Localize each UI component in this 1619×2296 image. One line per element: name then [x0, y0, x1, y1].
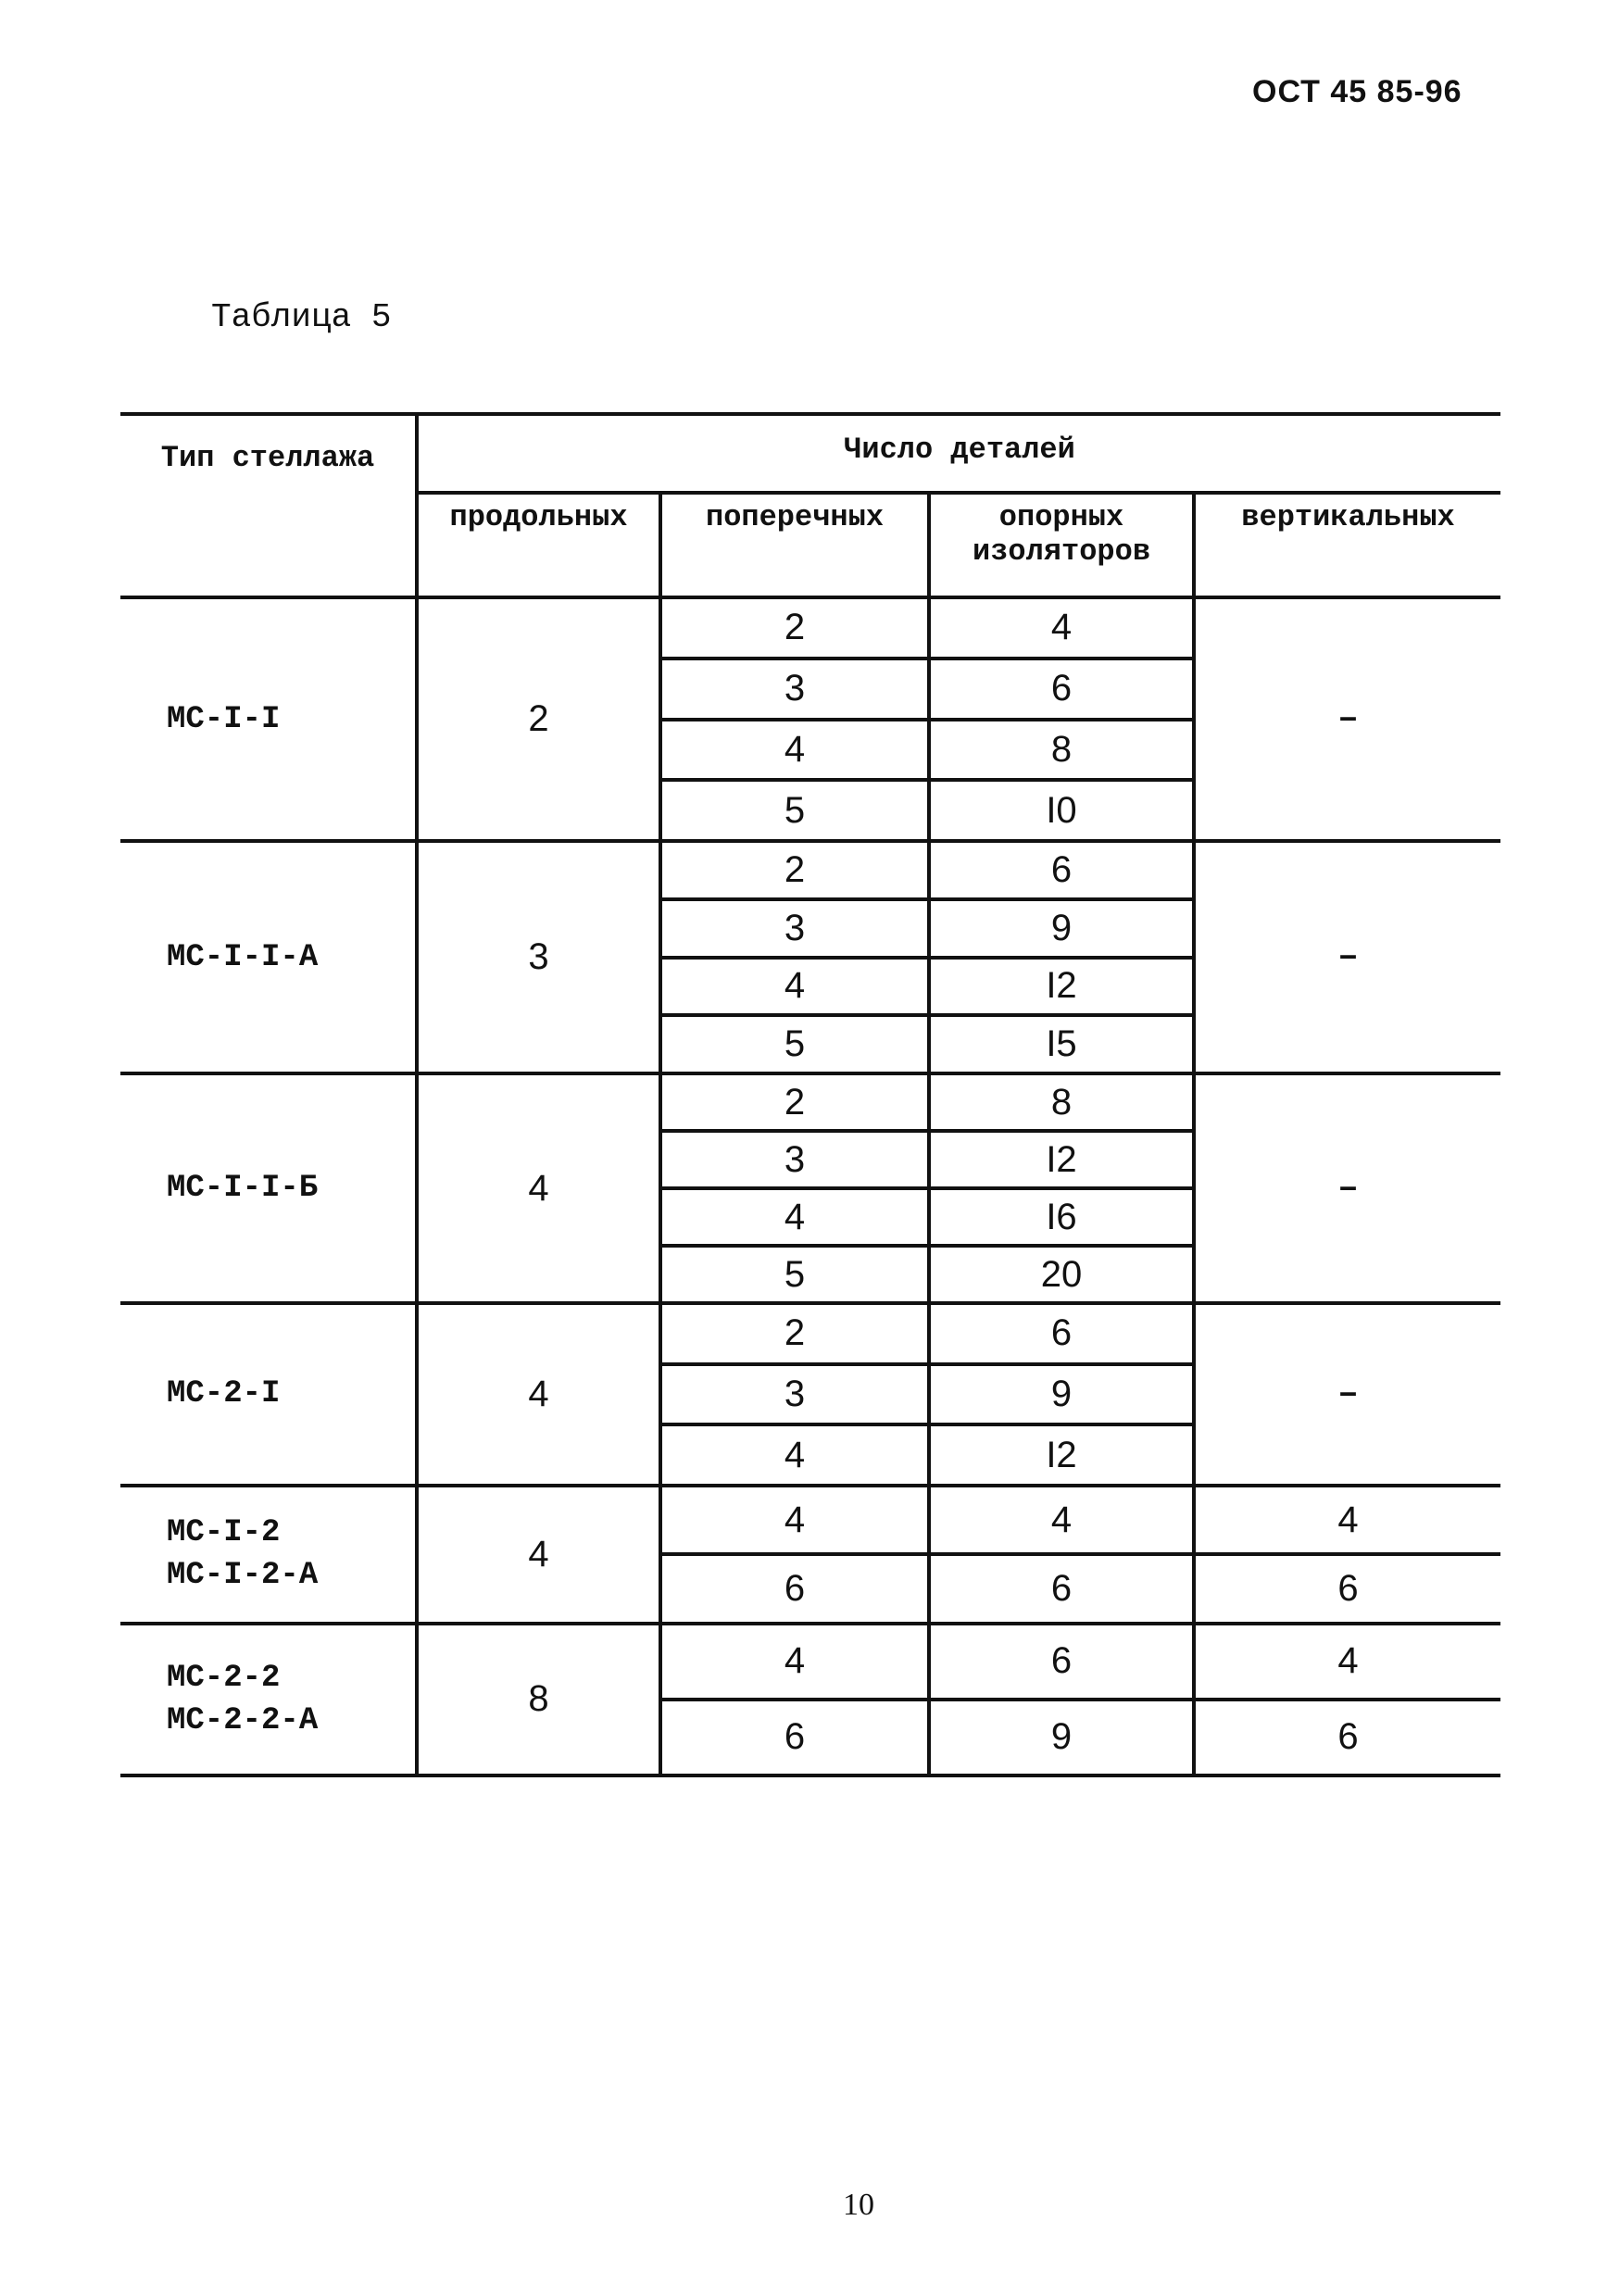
insulator-count-cell: 6	[929, 1554, 1194, 1624]
parts-count-table	[120, 412, 1500, 1777]
rack-type-cell: МС-2-I	[120, 1303, 417, 1486]
insulator-count-cell: I5	[929, 1015, 1194, 1073]
transverse-count-cell: 5	[660, 1015, 929, 1073]
vertical-count-cell: –	[1194, 841, 1500, 1073]
vertical-count-cell: 6	[1194, 1554, 1500, 1624]
transverse-count-cell: 4	[660, 958, 929, 1016]
rack-type-cell: МС-2-2 МС-2-2-А	[120, 1624, 417, 1775]
table-row	[120, 1624, 1500, 1700]
longitudinal-count-cell: 4	[417, 1486, 660, 1624]
header-rack-type: Тип стеллажа	[120, 414, 417, 597]
transverse-count-cell: 2	[660, 597, 929, 659]
transverse-count-cell: 4	[660, 720, 929, 781]
transverse-count-cell: 4	[660, 1188, 929, 1246]
insulator-count-cell: 8	[929, 1073, 1194, 1131]
insulator-count-cell: 8	[929, 720, 1194, 781]
table-row	[120, 841, 1500, 899]
transverse-count-cell: 4	[660, 1486, 929, 1555]
vertical-count-cell: 6	[1194, 1700, 1500, 1775]
transverse-count-cell: 6	[660, 1554, 929, 1624]
vertical-count-cell: –	[1194, 1073, 1500, 1303]
table-row	[120, 1303, 1500, 1364]
vertical-count-cell: –	[1194, 1303, 1500, 1486]
insulator-count-cell: 9	[929, 1700, 1194, 1775]
rack-type-cell: МС-I-I-Б	[120, 1073, 417, 1303]
insulator-count-cell: 6	[929, 1624, 1194, 1700]
longitudinal-count-cell: 8	[417, 1624, 660, 1775]
insulator-count-cell: 4	[929, 1486, 1194, 1555]
transverse-count-cell: 2	[660, 1073, 929, 1131]
longitudinal-count-cell: 4	[417, 1303, 660, 1486]
transverse-count-cell: 3	[660, 1131, 929, 1188]
transverse-count-cell: 5	[660, 1246, 929, 1303]
transverse-count-cell: 6	[660, 1700, 929, 1775]
longitudinal-count-cell: 3	[417, 841, 660, 1073]
insulator-count-cell: 6	[929, 659, 1194, 720]
insulator-count-cell: 6	[929, 1303, 1194, 1364]
transverse-count-cell: 2	[660, 1303, 929, 1364]
page-number: 10	[843, 2188, 874, 2222]
insulator-count-cell: I2	[929, 1424, 1194, 1486]
rack-type-cell: МС-I-2 МС-I-2-А	[120, 1486, 417, 1624]
rack-type-cell: МС-I-I	[120, 597, 417, 841]
vertical-count-cell: 4	[1194, 1624, 1500, 1700]
table-caption: Таблица 5	[211, 298, 392, 336]
transverse-count-cell: 3	[660, 1364, 929, 1425]
insulator-count-cell: 9	[929, 1364, 1194, 1425]
vertical-count-cell: 4	[1194, 1486, 1500, 1555]
header-insulators: опорных изоляторов	[929, 493, 1194, 597]
longitudinal-count-cell: 2	[417, 597, 660, 841]
rack-type-cell: МС-I-I-А	[120, 841, 417, 1073]
vertical-count-cell: –	[1194, 597, 1500, 841]
insulator-count-cell: I0	[929, 780, 1194, 841]
insulator-count-cell: 9	[929, 899, 1194, 958]
header-longitudinal: продольных	[417, 493, 660, 597]
transverse-count-cell: 3	[660, 659, 929, 720]
insulator-count-cell: I2	[929, 958, 1194, 1016]
insulator-count-cell: I2	[929, 1131, 1194, 1188]
transverse-count-cell: 3	[660, 899, 929, 958]
table-row	[120, 597, 1500, 659]
header-parts-count: Число деталей	[417, 414, 1500, 493]
table-row	[120, 1073, 1500, 1131]
insulator-count-cell: 6	[929, 841, 1194, 899]
transverse-count-cell: 2	[660, 841, 929, 899]
header-transverse: поперечных	[660, 493, 929, 597]
insulator-count-cell: 4	[929, 597, 1194, 659]
transverse-count-cell: 5	[660, 780, 929, 841]
insulator-count-cell: 20	[929, 1246, 1194, 1303]
transverse-count-cell: 4	[660, 1624, 929, 1700]
table-row	[120, 1486, 1500, 1555]
document-code: ОСТ 45 85-96	[1252, 74, 1462, 109]
transverse-count-cell: 4	[660, 1424, 929, 1486]
header-vertical: вертикальных	[1194, 493, 1500, 597]
longitudinal-count-cell: 4	[417, 1073, 660, 1303]
insulator-count-cell: I6	[929, 1188, 1194, 1246]
